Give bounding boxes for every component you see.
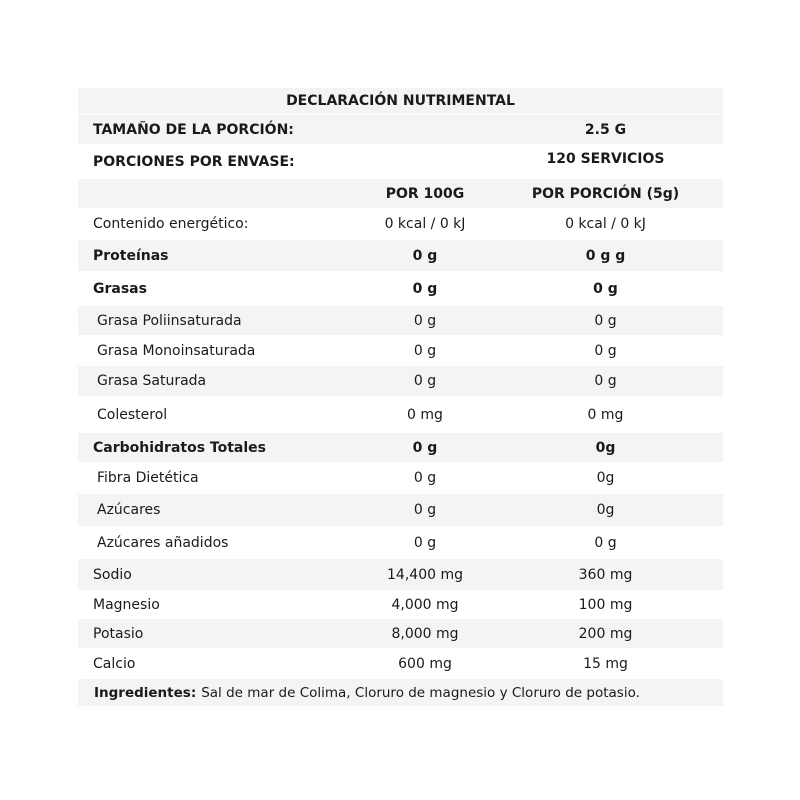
row-perserving: 0 g [594,373,617,389]
table-row [78,240,723,272]
row-per100: 0 g [413,470,437,486]
row-label: Contenido energético: [93,216,249,232]
row-per100: 0 mg [407,406,443,423]
ingredients-row [78,679,723,707]
row-per100: 0 g [413,534,437,551]
column-header-row [78,179,723,209]
row-perserving: 0g [596,470,615,486]
row-label: Grasa Saturada [97,373,207,389]
row-label: Magnesio [93,596,160,613]
row-label: Colesterol [97,406,168,423]
row-per100: 8,000 mg [391,625,459,642]
row-label: Carbohidratos Totales [93,439,266,456]
table-row [78,649,723,679]
servings-label: PORCIONES POR ENVASE: [93,153,295,170]
row-label: Grasa Monoinsaturada [97,342,256,359]
row-per100: 0 g [412,280,438,297]
row-label: Fibra Dietética [97,470,199,486]
table-row [78,336,723,366]
row-label: Azúcares añadidos [97,534,229,551]
row-per100: 600 mg [398,655,452,672]
table-row [78,306,723,336]
row-per100: 0 kcal / 0 kJ [384,216,466,232]
row-perserving: 200 mg [578,625,633,642]
table-row [78,494,723,527]
table-row [78,397,723,433]
table-row [78,209,723,240]
column-header-perserving: POR PORCIÓN (5g) [531,185,680,202]
serving-size-label: TAMAÑO DE LA PORCIÓN: [93,121,294,138]
row-perserving: 0g [596,502,615,518]
row-perserving: 0g [595,439,616,456]
serving-size-value: 2.5 G [584,121,627,138]
row-perserving: 0 g [594,312,617,329]
row-perserving: 0 g [594,342,617,359]
row-label: Calcio [93,655,136,672]
serving-size-row [78,115,723,145]
row-per100: 0 g [413,342,437,359]
row-perserving: 0 g [594,534,617,551]
table-row [78,591,723,619]
row-label: Proteínas [93,247,169,264]
table-title: DECLARACIÓN NUTRIMENTAL [286,93,515,109]
row-per100: 0 g [413,502,437,518]
row-per100: 0 g [413,373,437,389]
row-perserving: 0 mg [587,406,624,423]
row-perserving: 0 g [593,280,618,297]
table-row [78,463,723,494]
row-perserving: 15 mg [583,655,628,672]
row-label: Sodio [93,566,132,583]
column-header-per100: POR 100G [385,185,465,202]
servings-row [78,145,723,179]
ingredients-text [94,679,640,706]
table-row [78,559,723,591]
table-row [78,619,723,649]
servings-value: 120 SERVICIOS [546,151,665,167]
ingredients-label: Ingredientes: [94,684,197,701]
row-perserving: 0 g g [585,247,626,264]
table-row [78,527,723,559]
table-row [78,272,723,306]
row-per100: 0 g [412,247,438,264]
row-perserving: 360 mg [578,566,633,583]
row-label: Azúcares [97,502,161,518]
row-perserving: 100 mg [578,596,633,613]
row-per100: 14,400 mg [387,566,463,583]
nutrition-table [78,88,723,707]
table-row [78,366,723,397]
ingredients-list: Sal de mar de Colima, Cloruro de magnesio y Cloruro de potasio. [201,684,640,701]
row-perserving: 0 kcal / 0 kJ [565,216,646,232]
table-row [78,433,723,463]
row-label: Potasio [93,625,144,642]
row-label: Grasas [93,280,147,297]
table-title-row [78,88,723,115]
row-per100: 0 g [412,439,438,456]
row-per100: 0 g [413,312,437,329]
row-label: Grasa Poliinsaturada [97,312,242,329]
row-per100: 4,000 mg [391,596,459,613]
